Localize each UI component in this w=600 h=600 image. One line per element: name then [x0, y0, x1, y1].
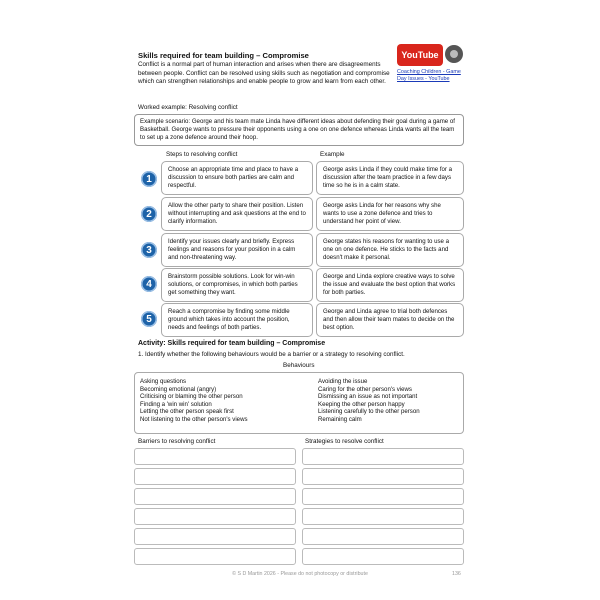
step-example-1: George asks Linda if they could make time for a discussion after the team practice in a few days time so he is in a calm state. [316, 161, 464, 195]
behaviours-header: Behaviours [283, 362, 315, 369]
behaviours-right-list [318, 378, 420, 424]
step-text-3: Identify your issues clearly and briefly. Express feelings and reasons for your position in a calm and non-threatening way. [161, 233, 313, 267]
behaviour-item: Becoming emotional (angry) [140, 385, 217, 393]
barrier-answer-field[interactable] [134, 488, 296, 505]
behaviour-item: Keeping the other person happy [318, 400, 405, 408]
barriers-header: Barriers to resolving conflict [138, 438, 216, 445]
intro-paragraph: Conflict is a normal part of human interaction and arises when there are disagreements between people. Conflict can be resolved using skills such as negotiation and compromise which can strengthen relationships and enable people to grow and learn from each other. [138, 61, 390, 85]
step-text-5: Reach a compromise by finding some middle ground which takes into account the position, needs and feelings of both parties. [161, 303, 313, 337]
step-text-2: Allow the other party to share their position. Listen without interrupting and ask questions at the end to clarify information. [161, 197, 313, 231]
step-number-2: 2 [141, 206, 157, 222]
step-number-1: 1 [141, 171, 157, 187]
strategy-answer-field[interactable] [302, 528, 464, 545]
behaviour-item: Finding a 'win win' solution [140, 400, 212, 408]
behaviours-left-list [140, 378, 248, 424]
strategy-answer-field[interactable] [302, 448, 464, 465]
step-example-3: George states his reasons for wanting to use a one on one defence. He sticks to the facts and doesn't make it personal. [316, 233, 464, 267]
worked-example-label: Worked example: Resolving conflict [138, 104, 238, 111]
strategy-answer-field[interactable] [302, 508, 464, 525]
step-number-4: 4 [141, 276, 157, 292]
behaviour-item: Listening carefully to the other person [318, 408, 420, 416]
behaviour-item: Letting the other person speak first [140, 408, 234, 416]
step-example-4: George and Linda explore creative ways to solve the issue and evaluate the best option that works for both parties. [316, 268, 464, 302]
strategy-answer-field[interactable] [302, 468, 464, 485]
activity-title: Activity: Skills required for team building – Compromise [138, 340, 326, 347]
copyright-footer: © S D Martin 2026 - Please do not photocopy or distribute [232, 571, 368, 577]
behaviour-item: Not listening to the other person's views [140, 415, 248, 423]
behaviour-item: Remaining calm [318, 415, 362, 423]
step-number-3: 3 [141, 242, 157, 258]
step-text-1: Choose an appropriate time and place to have a discussion to ensure both parties are calm and respectful. [161, 161, 313, 195]
behaviour-item: Dismissing an issue as not important [318, 393, 418, 401]
video-link[interactable]: Coaching Children - Game Day Issues - YouTube [397, 69, 461, 82]
film-reel-icon [445, 45, 463, 63]
strategy-answer-field[interactable] [302, 548, 464, 565]
activity-question: 1. Identify whether the following behaviours would be a barrier or a strategy to resolving conflict. [138, 351, 405, 358]
page-number: 136 [452, 571, 461, 577]
example-column-header: Example [320, 151, 345, 158]
behaviour-item: Avoiding the issue [318, 378, 368, 385]
youtube-logo[interactable]: YouTube [397, 44, 443, 66]
barrier-answer-field[interactable] [134, 468, 296, 485]
barrier-answer-field[interactable] [134, 548, 296, 565]
behaviours-box [134, 372, 464, 434]
strategy-answer-field[interactable] [302, 488, 464, 505]
behaviour-item: Caring for the other person's views [318, 385, 412, 393]
barrier-answer-field[interactable] [134, 448, 296, 465]
step-text-4: Brainstorm possible solutions. Look for win-win solutions, or compromises, in which both parties get something they want. [161, 268, 313, 302]
scenario-box: Example scenario: George and his team mate Linda have different ideas about defending their goal during a game of Basketball. George wants to pressure their opponents using a one on one defence whereas Linda wants all the team to set up a zone defence around their hoop. [134, 114, 464, 146]
step-example-5: George and Linda agree to trial both defences and then allow their team mates to decide on the best option. [316, 303, 464, 337]
step-number-5: 5 [141, 311, 157, 327]
barrier-answer-field[interactable] [134, 508, 296, 525]
step-example-2: George asks Linda for her reasons why she wants to use a zone defence and tries to understand her point of view. [316, 197, 464, 231]
page-heading: Skills required for team building – Compromise [138, 51, 309, 60]
steps-column-header: Steps to resolving conflict [166, 151, 238, 158]
barrier-answer-field[interactable] [134, 528, 296, 545]
strategies-header: Strategies to resolve conflict [305, 438, 384, 445]
behaviour-item: Criticising or blaming the other person [140, 393, 243, 401]
youtube-video-widget[interactable] [397, 44, 465, 96]
behaviour-item: Asking questions [140, 378, 187, 385]
